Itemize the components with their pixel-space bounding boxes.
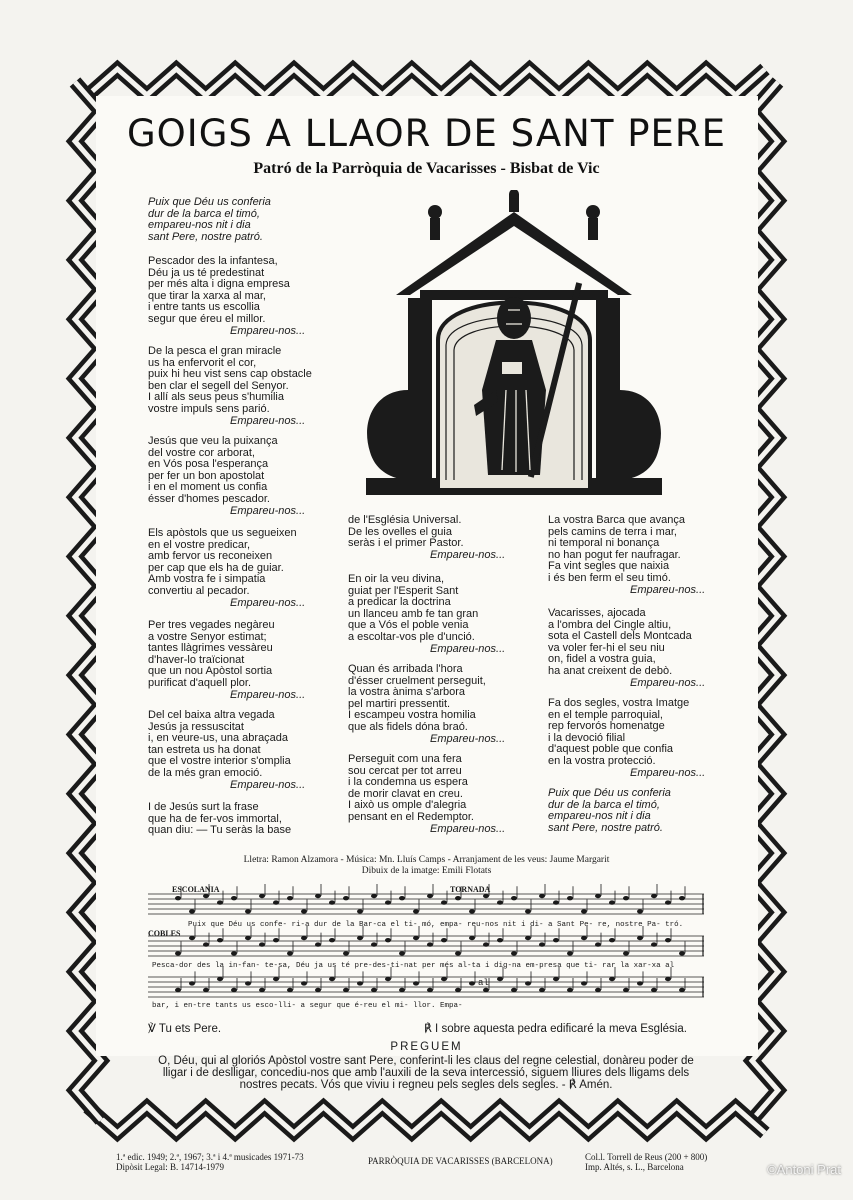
verse-line: per cap que els ha de guiar. (148, 561, 284, 574)
verse-line: a predicar la doctrina (348, 596, 451, 609)
note-head (637, 936, 643, 940)
note-head (679, 951, 685, 955)
note-head (469, 981, 475, 985)
note-head (511, 896, 517, 900)
watermark: ©Antoni Prat (767, 1162, 841, 1177)
lyrics-line-2: Pesca-dor des la in-fan- te-sa, Déu ja us té pre-des-ti-nat per més al-ta i dig-na em-presa que ti- rar la xar-xa al (152, 962, 675, 970)
verse-line: del vostre cor arborat, (148, 446, 255, 459)
note-head (287, 988, 293, 992)
verse-line: segur que éreu el millor. (148, 312, 266, 325)
note-head (203, 942, 209, 946)
note-head (497, 977, 503, 981)
credits-authors: Lletra: Ramon Alzamora - Música: Mn. Lluís Camps - Arranjament de les veus: Jaume Margarit (243, 855, 610, 865)
refrain-line: Empareu-nos... (230, 414, 306, 427)
note-head (539, 894, 545, 898)
note-head (553, 938, 559, 942)
footer-editions (116, 1152, 304, 1172)
refrain-line: Empareu-nos... (630, 766, 706, 779)
verse-line: Puix que Déu us conferia (548, 787, 671, 799)
verse-line: de la més gran emoció. (148, 766, 263, 779)
note-head (623, 896, 629, 900)
note-head (273, 938, 279, 942)
note-head (357, 981, 363, 985)
note-head (567, 988, 573, 992)
preguem-heading: PREGUEM (390, 1041, 463, 1053)
verse-line: Amb vostra fe i simpatia (148, 573, 266, 586)
note-head (343, 988, 349, 992)
verse-line: que el vostre interior s'omplia (148, 755, 291, 768)
stanza (348, 515, 505, 561)
verse-line: la vostra ànima s'arbora (348, 686, 466, 699)
verse-line: va voler fer-hi el seu niu (548, 641, 665, 654)
verse-line: empareu-nos nit i dia (548, 810, 651, 823)
note-head (273, 977, 279, 981)
verse-line: seràs i el primer Pastor. (348, 537, 464, 550)
verse-line: ha anat creixent de debò. (548, 664, 673, 677)
note-head (287, 951, 293, 955)
refrain-line: Empareu-nos... (430, 732, 506, 745)
verse-line: Puix que Déu us conferia (148, 196, 271, 208)
verse-line: I de Jesús surt la frase (148, 801, 259, 813)
note-head (623, 988, 629, 992)
verse-line: Per tres vegades negàreu (148, 619, 275, 631)
note-head (245, 981, 251, 985)
verse-line: i és ben ferm el seu timó. (548, 571, 671, 584)
verse-line: I això us omple d'alegria (348, 799, 467, 812)
note-head (525, 981, 531, 985)
verse-line: pensant en el Redemptor. (348, 810, 474, 823)
verse-line: Jesús ja ressuscitat (148, 720, 244, 733)
note-head (413, 909, 419, 913)
verse-line: Perseguit com una fera (348, 753, 462, 765)
note-head (567, 951, 573, 955)
verse-line: Quan és arribada l'hora (348, 663, 463, 675)
note-head (441, 900, 447, 904)
note-head (609, 900, 615, 904)
note-head (189, 981, 195, 985)
label-cobles: COBLES (148, 929, 181, 938)
verse-line: en la vostra protecció. (548, 754, 656, 767)
note-head (637, 909, 643, 913)
page-subtitle: Patró de la Parròquia de Vacarisses - Bisbat de Vic (253, 160, 600, 177)
verse-line: convertiu al pecador. (148, 584, 250, 597)
refrain-line: Empareu-nos... (430, 822, 506, 835)
note-head (259, 894, 265, 898)
note-head (203, 988, 209, 992)
stanza (148, 256, 305, 337)
note-head (595, 894, 601, 898)
verse-line: pel martiri pressentit. (348, 697, 451, 710)
note-head (175, 896, 181, 900)
versicle: ℣ Tu ets Pere. (148, 1023, 222, 1035)
verse-line: que un nou Apòstol sortia (148, 665, 273, 678)
verse-line: La vostra Barca que avança (548, 514, 685, 526)
note-head (371, 894, 377, 898)
refrain-line: Empareu-nos... (630, 583, 706, 596)
note-head (343, 951, 349, 955)
verse-line: en el temple parroquial, (548, 708, 663, 721)
verse-line: Pescador des la infantesa, (148, 255, 278, 267)
note-head (399, 951, 405, 955)
verse-line: En oir la veu divina, (348, 573, 444, 585)
footer-collection: Col.l. Torrell de Reus (200 + 800) (585, 1152, 708, 1162)
note-head (385, 900, 391, 904)
refrain-line: Empareu-nos... (630, 676, 706, 689)
label-tornada: TORNADA (450, 885, 491, 894)
stanza (148, 346, 312, 427)
verse-line: que tirar la xarxa al mar, (148, 289, 266, 302)
note-head (609, 938, 615, 942)
verse-line: De les ovelles el guia (348, 525, 452, 538)
note-head (665, 977, 671, 981)
note-head (273, 900, 279, 904)
note-head (483, 894, 489, 898)
verse-line: sou cercat per tot arreu (348, 764, 462, 777)
verse-line: i entre tants us escollia (148, 301, 260, 314)
stanza (148, 710, 305, 791)
verse-line: I allí als seus peus s'humilia (148, 391, 284, 404)
verse-line: dur de la barca el timó, (148, 207, 260, 220)
verse-line: en Vós posa l'esperança (148, 458, 269, 471)
music-score (148, 884, 704, 1014)
verse-line: puix hi heu vist sens cap obstacle (148, 368, 312, 381)
note-head (189, 909, 195, 913)
verse-line: i, en veure-us, una abraçada (148, 732, 289, 745)
music-staves (148, 884, 704, 1014)
note-head (357, 909, 363, 913)
verse-line: Fa dos segles, vostra Imatge (548, 697, 690, 709)
note-head (511, 988, 517, 992)
note-head (525, 936, 531, 940)
lyrics-line-3: bar, i en-tre tants us esco-lli- a segur que é-reu el mi- llor. Empa- (152, 1002, 463, 1010)
verse-line: que als fidels dóna braó. (348, 720, 468, 733)
verse-line: i la devoció filial (548, 731, 626, 744)
response: ℟ I sobre aquesta pedra edificaré la meva Església. (424, 1023, 687, 1035)
verse-line: on, fidel a vostra guia, (548, 653, 656, 666)
verse-line: d'aquest poble que confia (548, 743, 674, 756)
verse-line: tantes llàgrimes vessàreu (148, 642, 273, 655)
refrain-line: Empareu-nos... (230, 688, 306, 701)
note-head (175, 951, 181, 955)
note-head (539, 942, 545, 946)
refrain-line: Empareu-nos... (230, 324, 306, 337)
refrain-line: Empareu-nos... (430, 548, 506, 561)
verse-line: Els apòstols que us segueixen (148, 527, 297, 539)
note-head (553, 977, 559, 981)
verse-line: De la pesca el gran miracle (148, 345, 282, 357)
note-head (245, 909, 251, 913)
verse-line: sant Pere, nostre patró. (548, 821, 663, 834)
note-head (413, 936, 419, 940)
note-head (595, 942, 601, 946)
note-head (315, 988, 321, 992)
verse-line: ben clar el segell del Senyor. (148, 379, 289, 392)
stanza (148, 528, 305, 609)
footer-imprint: Imp. Altés, s. L., Barcelona (585, 1162, 684, 1172)
note-head (203, 894, 209, 898)
prayer-text: O, Déu, qui al gloriós Apòstol vostre sant Pere, conferint-li les claus del regne celestial, donàreu poder de lligar i de deslligar, concediu-nos que amb l'auxili de la seva intercessió, siguem lliures dels lligams dels nostres pecats. Vós que viviu i regneu pels segles dels segles. - ℟ Amén. (158, 1055, 694, 1091)
refrain-line: Empareu-nos... (230, 504, 306, 517)
verse-line: i en el moment us confia (148, 481, 268, 494)
note-head (567, 896, 573, 900)
footer-editions-line: 1.ª edic. 1949; 2.ª, 1967; 3.ª i 4.ª musicades 1971-73 (116, 1152, 304, 1162)
note-head (581, 909, 587, 913)
note-head (427, 988, 433, 992)
credits-illustration: Dibuix de la imatge: Emili Flotats (361, 866, 492, 876)
verse-line: pels camins de terra i mar, (548, 525, 677, 538)
note-head (371, 988, 377, 992)
footer-parish: PARRÒQUIA DE VACARISSES (BARCELONA) (368, 1156, 553, 1166)
verse-line: no han pogut fer naufragar. (548, 548, 681, 561)
note-head (245, 936, 251, 940)
verse-line: a vostre Senyor estimat; (148, 630, 267, 643)
note-head (441, 977, 447, 981)
note-head (217, 977, 223, 981)
stanza (148, 802, 291, 837)
note-head (399, 988, 405, 992)
refrain-line: Empareu-nos... (430, 642, 506, 655)
verse-line: ésser d'homes pescador. (148, 492, 270, 505)
verse-line: per fer un bon apostolat (148, 469, 265, 482)
note-head (553, 900, 559, 904)
verse-line: a l'ombra del Cingle altiu, (548, 618, 672, 631)
note-head (483, 988, 489, 992)
note-head (189, 936, 195, 940)
note-head (427, 894, 433, 898)
note-head (455, 988, 461, 992)
verse-line: sota el Castell dels Montcada (548, 630, 692, 643)
al-segno: al (478, 978, 489, 988)
verse-line: Vacarisses, ajocada (548, 607, 646, 619)
verse-line: a escoltar-vos ple d'unció. (348, 630, 475, 643)
note-head (525, 909, 531, 913)
verse-line: Déu ja us té predestinat (148, 266, 265, 279)
stanza (348, 574, 505, 655)
verse-line: quan diu: — Tu seràs la base (148, 824, 292, 837)
note-head (483, 942, 489, 946)
note-head (651, 942, 657, 946)
note-head (315, 894, 321, 898)
stanza (548, 788, 671, 834)
note-head (301, 909, 307, 913)
verse-line: d'haver-lo traïcionat (148, 653, 245, 666)
footer-printer (585, 1152, 707, 1172)
note-head (539, 988, 545, 992)
note-head (651, 894, 657, 898)
stanza (148, 620, 305, 701)
note-head (301, 936, 307, 940)
verse-line: Del cel baixa altra vegada (148, 709, 275, 721)
note-head (259, 942, 265, 946)
note-head (441, 938, 447, 942)
note-head (679, 896, 685, 900)
note-head (413, 981, 419, 985)
note-head (357, 936, 363, 940)
note-head (231, 951, 237, 955)
note-head (385, 938, 391, 942)
verse-line: que a Vós el poble venia (348, 619, 469, 632)
note-head (315, 942, 321, 946)
note-head (469, 909, 475, 913)
stanza (548, 515, 705, 596)
note-head (609, 977, 615, 981)
note-head (287, 896, 293, 900)
note-head (511, 951, 517, 955)
verse-line: dur de la barca el timó, (548, 798, 660, 811)
note-head (427, 942, 433, 946)
verse-line: de morir clavat en creu. (348, 787, 463, 800)
stanza (148, 436, 305, 517)
note-head (665, 938, 671, 942)
note-head (581, 981, 587, 985)
verse-line: de l'Església Universal. (348, 514, 462, 526)
verse-line: purificat d'aquell plor. (148, 676, 251, 689)
note-head (217, 938, 223, 942)
verse-line: I escampeu vostra homilia (348, 709, 476, 722)
note-head (679, 988, 685, 992)
note-head (217, 900, 223, 904)
verse-line: amb fervor us reconeixen (148, 550, 273, 563)
page-title: GOIGS A LLAOR DE SANT PERE (127, 112, 726, 155)
verse-line: vostre impuls sens parió. (148, 402, 270, 415)
stanza (548, 608, 705, 689)
verse-line: ni temporal ni bonança (548, 537, 660, 550)
verse-line: un llanceu amb fe tan gran (348, 607, 479, 620)
stanza (148, 197, 271, 243)
note-head (665, 900, 671, 904)
note-head (175, 988, 181, 992)
footer-legal-deposit: Dipòsit Legal: B. 14714-1979 (116, 1162, 224, 1172)
note-head (623, 951, 629, 955)
note-head (497, 900, 503, 904)
note-head (595, 988, 601, 992)
stanza (348, 664, 505, 745)
verse-line: que ha de fer-vos immortal, (148, 812, 282, 825)
note-head (329, 938, 335, 942)
verse-line: tan estreta us ha donat (148, 743, 261, 756)
verse-line: Fa vint segles que naixia (548, 560, 670, 573)
verse-line: Jesús que veu la puixança (148, 435, 278, 447)
note-head (455, 896, 461, 900)
note-head (637, 981, 643, 985)
verse-line: empareu-nos nit i dia (148, 219, 251, 232)
verse-line: en el vostre predicar, (148, 538, 251, 551)
note-head (329, 977, 335, 981)
saint-peter-woodcut (356, 190, 672, 495)
verse-line: i la condemna us espera (348, 776, 468, 789)
note-head (497, 938, 503, 942)
note-head (651, 988, 657, 992)
refrain-line: Empareu-nos... (230, 778, 306, 791)
stanza (348, 754, 505, 835)
label-escolania: ESCOLANIA (172, 885, 220, 894)
verse-line: guiat per l'Esperit Sant (348, 584, 459, 597)
verse-line: per més alta i digna empresa (148, 278, 290, 291)
note-head (469, 936, 475, 940)
note-head (259, 988, 265, 992)
lyrics-line-1: Puix que Déu us confe- ri-a dur de la Bar-ca el ti- mó, empa- reu-nos nit i di- a Sant Pe- re, nostre Pa- tró. (188, 921, 684, 929)
note-head (301, 981, 307, 985)
note-head (343, 896, 349, 900)
refrain-line: Empareu-nos... (230, 596, 306, 609)
verse-line: rep fervorós homenatge (548, 720, 665, 733)
note-head (231, 896, 237, 900)
note-head (581, 936, 587, 940)
verse-line: sant Pere, nostre patró. (148, 230, 263, 243)
note-head (329, 900, 335, 904)
stanza (548, 698, 705, 779)
verse-line: d'ésser cruelment perseguit, (348, 674, 486, 687)
note-head (399, 896, 405, 900)
note-head (371, 942, 377, 946)
note-head (455, 951, 461, 955)
verse-line: us ha enfervorit el cor, (148, 356, 257, 369)
note-head (231, 988, 237, 992)
note-head (385, 977, 391, 981)
